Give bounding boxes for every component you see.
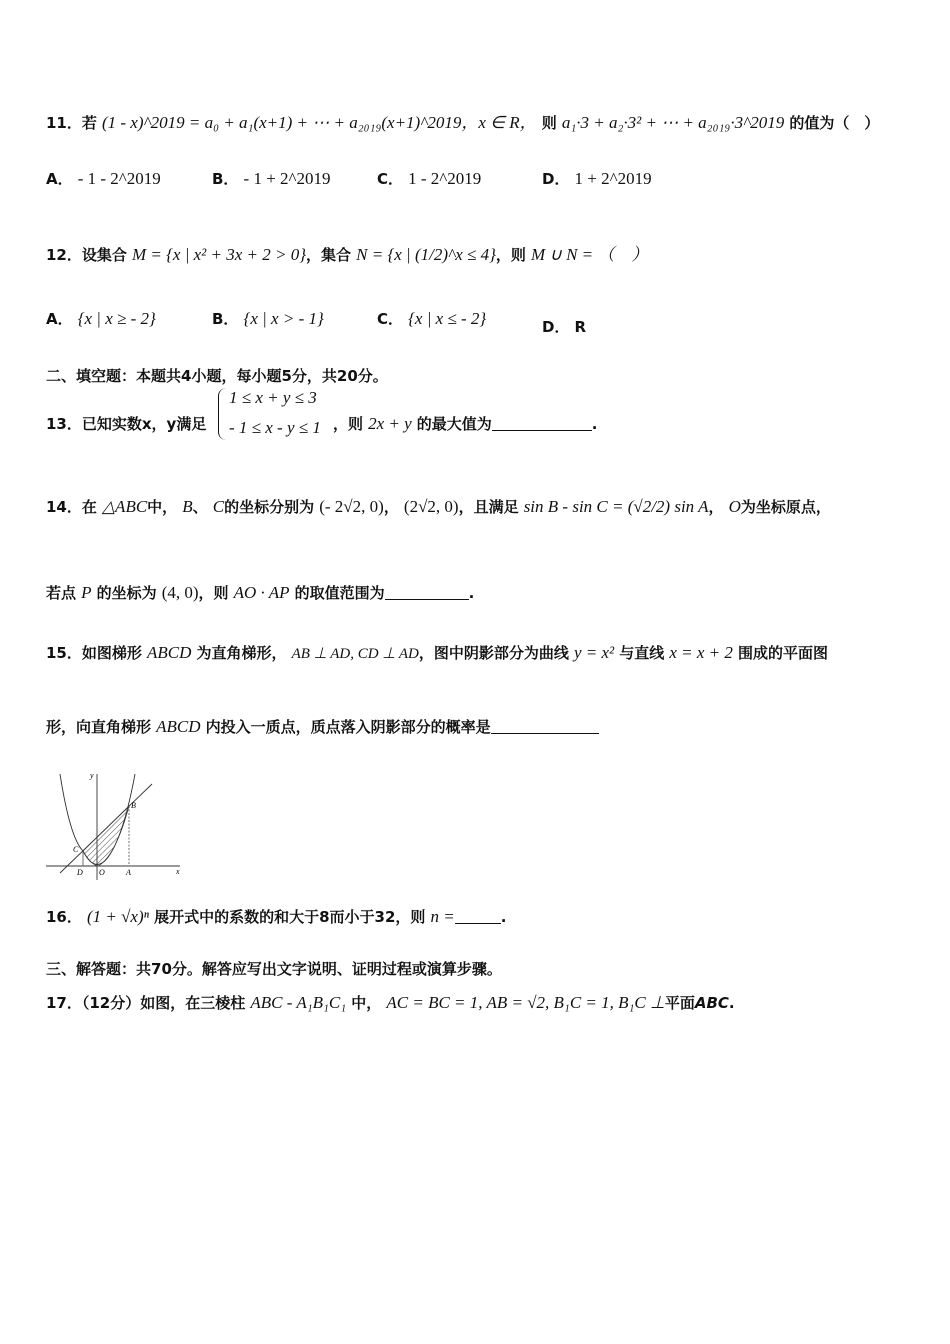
option-label: A． — [46, 310, 73, 328]
q12-expr: M ∪ N = （ ） — [530, 245, 649, 264]
q14-t3: ，且满足 — [458, 498, 519, 516]
q14-dot-product: AO · AP — [233, 583, 290, 602]
q15-curve: y = x² — [573, 643, 615, 662]
section-fill-in-heading: 二、填空题：本题共4小题，每小题5分，共20分。 — [46, 367, 388, 385]
label-d: D — [77, 868, 83, 877]
q13-expr: 2x + y — [368, 414, 412, 433]
q16-expr: (1 + √x)ⁿ — [86, 907, 149, 926]
option-label: A． — [46, 170, 73, 188]
q13-answer-blank[interactable] — [492, 416, 592, 431]
q11-option-c — [377, 168, 481, 189]
q14-coord-p: (4, 0) — [161, 583, 199, 602]
q12-option-b — [212, 308, 324, 329]
q11-number: 11． — [46, 114, 82, 132]
q17 — [46, 992, 735, 1013]
q15-abcd-2: ABCD — [156, 717, 201, 736]
q13-system-brace — [218, 388, 227, 440]
label-o: O — [99, 868, 105, 877]
q14-answer-blank[interactable] — [385, 585, 469, 600]
q17-t1: 中， — [351, 994, 382, 1012]
q16-number: 16． — [46, 908, 82, 926]
q13-lead-line — [46, 413, 206, 434]
q13-then: ，则 — [333, 415, 364, 433]
q14-line2c: ，则 — [198, 584, 229, 602]
q13-tail-line — [333, 413, 597, 434]
q11-lead: 若 — [81, 114, 97, 132]
q11-option-a — [46, 168, 161, 189]
q15-line-1 — [46, 642, 828, 663]
label-c: C — [73, 845, 79, 854]
q14-t5: 为坐标原点， — [740, 498, 831, 516]
q14-line2a: 若点 — [46, 584, 77, 602]
q14-t4: ， — [708, 498, 724, 516]
q14-condition: sin B - sin C = (√2/2) sin A — [523, 497, 709, 516]
q15-abcd: ABCD — [146, 643, 192, 662]
option-value: - 1 - 2^2019 — [77, 169, 161, 188]
q14-coord-b: (- 2√2, 0) — [319, 497, 384, 516]
q15-line: x = x + 2 — [669, 643, 733, 662]
q15-l2b: 内投入一质点，质点落入阴影部分的概率是 — [205, 718, 491, 736]
q17-end: . — [728, 994, 735, 1012]
q15-lead: 如图梯形 — [81, 644, 142, 662]
option-label: D． — [542, 170, 570, 188]
label-x: x — [176, 867, 180, 876]
q12-set-m: M = {x | x² + 3x + 2 > 0} — [131, 245, 307, 264]
option-value: {x | x ≤ - 2} — [408, 309, 487, 328]
q12-mid: ，集合 — [306, 246, 352, 264]
q12 — [46, 240, 648, 265]
q15-t1: 为直角梯形， — [196, 644, 287, 662]
q14-t1: 中， — [147, 498, 178, 516]
shaded-region — [83, 806, 129, 866]
q16 — [46, 906, 506, 927]
q12-then: ，则 — [495, 246, 526, 264]
section-solution-heading: 三、解答题：共70分。解答应写出文字说明、证明过程或演算步骤。 — [46, 960, 502, 978]
q17-t2: 平面 — [664, 994, 695, 1012]
option-value: - 1 + 2^2019 — [243, 169, 331, 188]
q11-formula: (1 - x)^2019 = a₀ + a₁(x+1) + ⋯ + a₂₀₁₉(x+1)^2019 — [101, 113, 462, 132]
q17-plane: ABC — [694, 994, 729, 1012]
q15-perp: AB ⊥ AD, CD ⊥ AD — [291, 646, 419, 662]
q13-constraint-1: 1 ≤ x + y ≤ 3 — [229, 388, 317, 407]
q11-tail: 的值为（ ） — [789, 114, 880, 132]
q14-lead: 在 — [81, 498, 97, 516]
q17-number: 17． — [46, 994, 82, 1012]
q14-line2d: 的取值范围为 — [294, 584, 385, 602]
q14-end: . — [468, 584, 475, 602]
q17-prism: ABC - A₁B₁C₁ — [250, 993, 347, 1012]
label-a: A — [126, 868, 131, 877]
q14-origin: O — [728, 497, 741, 516]
q14-line-1 — [46, 496, 831, 517]
q15-t4: 围成的平面图 — [737, 644, 828, 662]
q14-t2: 的坐标分别为 — [224, 498, 315, 516]
option-label: D． — [542, 318, 570, 336]
q15-figure — [40, 768, 190, 888]
q16-answer-blank[interactable] — [455, 909, 501, 924]
q14-comma: ， — [383, 498, 399, 516]
q11-option-d — [542, 168, 652, 189]
q11 — [46, 108, 879, 133]
option-value: R — [574, 318, 587, 336]
q11-expr: a₁·3 + a₂·3² + ⋯ + a₂₀₁₉·3^2019 — [561, 113, 785, 132]
q14-sep: 、 — [192, 498, 208, 516]
q14-number: 14． — [46, 498, 82, 516]
q16-n: n = — [430, 907, 455, 926]
q12-option-d — [542, 316, 586, 337]
option-value: 1 - 2^2019 — [408, 169, 482, 188]
q14-triangle: △ABC — [101, 497, 148, 516]
q11-domain: ，x ∈ R， — [461, 113, 537, 132]
q14-point-b: B — [182, 497, 193, 516]
option-label: C． — [377, 170, 404, 188]
label-y: y — [90, 771, 94, 780]
q12-number: 12． — [46, 246, 82, 264]
q17-points: （12分）如图，在三棱柱 — [81, 994, 246, 1012]
q17-condition: AC = BC = 1, AB = √2, B₁C = 1, B₁C ⊥ — [386, 993, 665, 1012]
q11-option-b — [212, 168, 331, 189]
q15-t2: ，图中阴影部分为曲线 — [418, 644, 569, 662]
option-label: C． — [377, 310, 404, 328]
label-b: B — [131, 801, 136, 810]
q12-option-c — [377, 308, 486, 329]
option-value: {x | x ≥ - 2} — [77, 309, 156, 328]
q14-point-p: P — [81, 583, 92, 602]
q15-number: 15． — [46, 644, 82, 662]
q15-line-2 — [46, 716, 599, 737]
q11-then: 则 — [541, 114, 557, 132]
q13-constraint-2: - 1 ≤ x - y ≤ 1 — [229, 418, 321, 437]
q14-line2b: 的坐标为 — [96, 584, 157, 602]
q12-option-a — [46, 308, 156, 329]
q14-line-2 — [46, 582, 474, 603]
q16-end: . — [500, 908, 507, 926]
option-label: B． — [212, 310, 239, 328]
option-value: 1 + 2^2019 — [574, 169, 652, 188]
option-label: B． — [212, 170, 239, 188]
q16-t1: 展开式中的系数的和大于8而小于32，则 — [154, 908, 426, 926]
q13-number: 13． — [46, 415, 82, 433]
q13-lead: 已知实数x，y满足 — [81, 415, 207, 433]
q13-end: . — [591, 415, 598, 433]
option-value: {x | x > - 1} — [243, 309, 324, 328]
q15-answer-blank[interactable] — [491, 719, 599, 734]
q15-l2a: 形，向直角梯形 — [46, 718, 152, 736]
q12-set-n: N = {x | (1/2)^x ≤ 4} — [356, 245, 496, 264]
q15-t3: 与直线 — [619, 644, 665, 662]
q14-coord-c: (2√2, 0) — [403, 497, 459, 516]
q12-lead: 设集合 — [81, 246, 127, 264]
q13-tail: 的最大值为 — [416, 415, 492, 433]
q14-point-c: C — [212, 497, 225, 516]
